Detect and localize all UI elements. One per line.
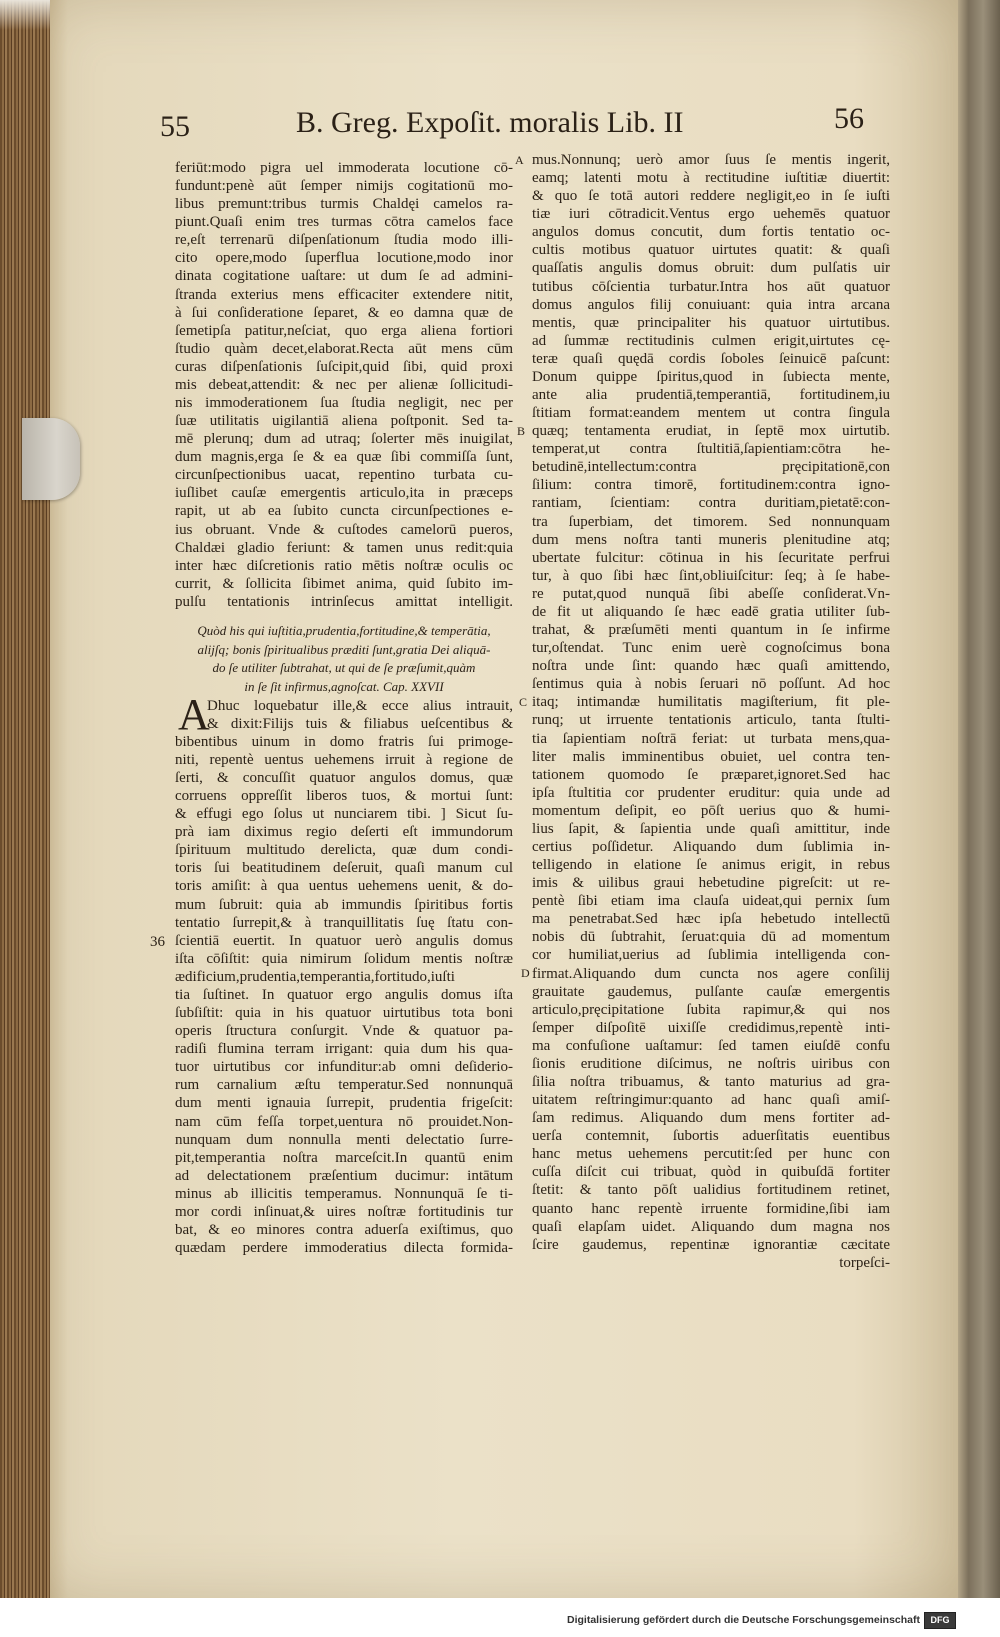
text-line: itaq; intimandæ humilitatis magiſterium, fit ple- [532, 694, 890, 711]
margin-letter-c: C [519, 695, 528, 709]
text-line: imis & uilibus graui hebetudine pigreſcit: ut re- [532, 875, 890, 892]
left-column [175, 159, 513, 1257]
text-line: telligendo in elatione ſe animus erigit, in rebus [532, 857, 890, 874]
text-line: dum magnis,erga ſe & ea quæ ſibi commiſſa ſunt, [175, 449, 513, 466]
text-line: mum ſubruit: quia ab immundis ſpiritibus fortis [175, 896, 513, 913]
text-line: nam cūm feſſa torpet,uentura nō prouidet.Non- [175, 1113, 513, 1130]
text-line: ſpirituum multitudo derelicta, quæ dum condi- [175, 842, 513, 859]
text-line: ad ſummæ rectitudinis culmen erigit,uirtutes cę- [532, 332, 890, 349]
text-line: à ſui conſideratione ſeparet, & eo damna quæ de [175, 304, 513, 321]
text-line: fundunt:penè aūt ſemper nimijs cogitationū mo- [175, 178, 513, 195]
text-line: ubertate fulcitur: cōtinua in his ſecuritate perfrui [532, 549, 890, 566]
text-line: nobis dū ſubtrahit, ſeruat:quia dū ad momentum [532, 929, 890, 946]
text-line: ſcientiā euertit. In quatuor uerò angulis domus [175, 932, 513, 949]
margin-letter-b: B [517, 424, 526, 438]
text-line: minus ab illicitis temperamus. Nonnunquā ſe ti- [175, 1185, 513, 1202]
text-line: toris amiſit: à qua uentus uehemens uenit, & do- [175, 878, 513, 895]
text-line: cultis motibus quatuor uirtutes quatit: & quaſi [532, 242, 890, 259]
text-line: ſemper diſpoſitē uixiſſe credidimus,repentè inti- [532, 1019, 890, 1036]
chapter-heading-line: Quòd his qui iuſtitia,prudentia,fortitudine,& temperātia, [197, 622, 491, 638]
text-line: ſilia noſtra tribuamus, & tanto maturius ad gra- [532, 1073, 890, 1090]
text-line: ſemetipſa patitur,neſciat, quo erga aliena fortiori [175, 322, 513, 339]
text-line: uitatem reſtringimur:quanto ad hanc quaſi amiſ- [532, 1092, 890, 1109]
text-line: iuſlibet cauſæ emergentis articulo,ita in præceps [175, 485, 513, 502]
text-line: dinata cogitatione uaſtare: ut dum ſe ad admini- [175, 268, 513, 285]
text-line: curas diſpenſationis ſuſcipit,quid ſibi, quid proxi [175, 358, 513, 375]
text-line: Dhuc loquebatur ille,& ecce alius intrauit, [207, 697, 513, 714]
text-line: corruens oppreſſit liberos tuos, & mortui ſunt: [175, 788, 513, 805]
text-line: ſtudio quàm decet,elaborat.Recta aūt mens cūm [175, 340, 513, 357]
right-column [532, 151, 890, 1272]
text-line: ſentimus quia à nobis ſeruari nō poſſunt. Ad hoc [532, 676, 890, 693]
text-line: betudinē,intellectum:contra pręcipitationē,con [532, 459, 890, 476]
text-line: runq; ut irruente tentationis articulo, tanta ſtulti- [532, 712, 890, 729]
text-line: quaſi elapſam uidet. Aliquando dum magna nos [532, 1218, 890, 1235]
text-line: quaſſatis angulis domus obruit: dum pulſatis uir [532, 260, 890, 277]
text-line: ſilium: contra timorē, fortitudinem:contra igno- [532, 477, 890, 494]
text-line: Donum quippe ſpiritus,quod in ſubiecta mente, [532, 368, 890, 385]
text-line: cito opere,modo ſuperflua locutione,modo inor [175, 250, 513, 267]
text-line: noſtra unde ſint: quando hæc quaſi amittendo, [532, 658, 890, 675]
text-line: niti, repentè uentus uehemens irruit à regione de [175, 751, 513, 768]
page-stack-edge [0, 0, 50, 1598]
text-line: dum mens noſtra tanti muneris plenitudine atq; [532, 531, 890, 548]
text-line: ſuæ utilitatis uigilantiā aliena poſtponit. Sed ta- [175, 413, 513, 430]
text-line: iſta cōſiſtit: quia nimirum ſolidum mentis noſtræ [175, 950, 513, 967]
text-line: de fit ut aliquando ſe hæc eadē gratia utiliter ſub- [532, 603, 890, 620]
text-line: ſcire gaudemus, repentinæ ignorantiæ cæcitate [532, 1236, 890, 1253]
text-line: rum carnalium æſtu temperatur.Sed nonnunquā [175, 1077, 513, 1094]
catchword: torpeſci- [839, 1254, 890, 1271]
text-line: piunt.Quaſi enim tres turmas cōtra camelos face [175, 214, 513, 231]
text-line: hanc metus uehemens percutit:ſed per hunc con [532, 1146, 890, 1163]
dfg-logo: DFG [924, 1612, 956, 1629]
text-line: ſerti, & concuſſit quatuor angulos domus, quæ [175, 770, 513, 787]
text-line: tur,oſtendat. Tunc enim uerè cognoſcimus bona [532, 640, 890, 657]
text-line: tra ſuperbiam, det timorem. Sed nonnunquam [532, 513, 890, 530]
margin-number: 36 [150, 934, 165, 950]
text-line: ſionis eruditione diſcimus, ne noſtris uiribus con [532, 1055, 890, 1072]
text-line: ma penetrabat.Sed hæc ipſa hebetudo intellectū [532, 911, 890, 928]
text-line: operis ſtructura conſurgit. Vnde & quatuor pa- [175, 1023, 513, 1040]
text-line: tia ſuſtinet. In quatuor ergo angulis domus iſta [175, 986, 513, 1003]
text-line: circunſpectionibus uacat, repentino turbata cu- [175, 467, 513, 484]
page-stack-highlight [0, 0, 50, 30]
text-line: articulo,pręcipitatione ſubita rapimur,& qui nos [532, 1001, 890, 1018]
text-line: pentè ſibi etiam ima clauſa uideat,qui pernix ſum [532, 893, 890, 910]
drop-cap: A [178, 690, 210, 739]
text-line: mor cordi inſinuat,& uires noſtræ fortitudinis tur [175, 1203, 513, 1220]
running-title: B. Greg. Expoſit. moralis Lib. II [296, 106, 684, 139]
text-line: & dixit:Filijs tuis & filiabus ueſcentibus & [207, 715, 513, 732]
text-line: mus.Nonnunq; uerò amor ſuus ſe mentis ingerit, [532, 152, 890, 168]
text-line: bat, & eo minores contra aduerſa exiſtimus, quo [175, 1221, 513, 1238]
text-line: ſtetit: & tanto pōſt ualidius fortitudinem retinet, [532, 1182, 890, 1199]
text-line: temperat,ut contra ſtultitiā,ſapientiam:cōtra he- [532, 441, 890, 458]
text-line: Chaldæi gladio feriunt: & tamen unus redit:quia [175, 539, 513, 556]
text-line: ſam redimus. Aliquando dum mens fortiter ad- [532, 1110, 890, 1127]
text-line: ius obruant. Vnde & cuſtodes camelorū pueros, [175, 521, 513, 538]
chapter-heading [175, 622, 513, 697]
text-line: quæq; tentamenta erudiat, in ſeptē mox uirtutib. [532, 423, 890, 440]
margin-letter-a: A [515, 153, 524, 167]
text-line: eamq; latenti motu à rectitudine iuſtitiæ diuertit: [532, 170, 890, 187]
text-line: tiæ iuri cōtradicit.Ventus ergo uehemēs quatuor [532, 206, 890, 223]
text-line: rantiam, ſcientiam: contra duritiam,pietatē:con- [532, 495, 890, 512]
chapter-heading-line: alijſq; bonis ſpiritualibus præditi ſunt,gratia Dei aliquā- [197, 641, 491, 657]
text-line: mentis, quæ principaliter his quatuor uirtutibus. [532, 314, 890, 331]
text-line: angulos domus concutit, dum fortis tentatio oc- [532, 224, 890, 241]
chapter-heading-line: in ſe ſit infirmus,agnoſcat. Cap. XXVII [244, 679, 444, 695]
text-line: momentum deſipit, eo pōſt uerius quo & humi- [532, 802, 890, 819]
text-line: tentatio ſurrepit,& à tranquillitatis ſuę ſtatu con- [175, 914, 513, 931]
margin-letter-d: D [521, 966, 530, 980]
text-line: & quo ſe totā autori reddere negligit,eo in ſe iuſti [532, 188, 890, 205]
text-line: ſtitiam format:eandem mentem ut contra ſingula [532, 405, 890, 422]
text-line: certius poſſidetur. Aliquando dum ſublimia in- [532, 838, 890, 855]
text-line: mis debeat,attendit: & nec per alienæ ſollicitudi- [175, 376, 513, 393]
text-line: firmat.Aliquando dum cuncta nos agere conſilij [532, 965, 890, 982]
left-page-number: 55 [160, 110, 190, 143]
digitization-footer [0, 1598, 1000, 1637]
text-line: & effugi ego ſolus ut nunciarem tibi. ] Sicut ſu- [175, 806, 513, 823]
text-line: ma confuſione uaſtamur: ſed tamen eiuſdē confu [532, 1037, 890, 1054]
text-line: ædificium,prudentia,temperantia,fortitudo,iuſti [175, 968, 455, 985]
book-binding-edge [958, 0, 1000, 1598]
text-line: rapit, ut ab ea ſubito cuncta circunſpectiones e- [175, 503, 513, 520]
text-line: ſubſiſtit: quia in his quatuor uirtutibus tota boni [175, 1005, 513, 1022]
text-line: quædam perdere immoderatius dilecta formida- [175, 1240, 513, 1257]
text-line: feriūt:modo pigra uel immoderata locutione cō- [175, 160, 513, 176]
text-line: radiſi flumina terram irrigant: quia dum his qua- [175, 1041, 513, 1058]
text-line: currit, & ſollicita ſibimet anima, quid ſubito im- [175, 575, 513, 592]
text-line: ſtranda exterius mens efficaciter extendere nitit, [175, 286, 513, 303]
text-line: tur, à quo ſibi hæc ſint,obliuiſcitur: ſeq; à ſe habe- [532, 567, 890, 584]
funding-credit: Digitalisierung gefördert durch die Deutsche Forschungsgemeinschaft [567, 1614, 920, 1626]
text-line: mē plerunq; dum ad utraq; ſolerter mēs inuigilat, [175, 431, 513, 448]
text-line: domus angulos filij conuiuant: quia intra arcana [532, 296, 890, 313]
bookmark-tab [22, 418, 80, 500]
text-line: bibentibus uinum in domo fratris ſui primoge- [175, 733, 513, 750]
text-line: tia ſapientiam noſtrā feriat: ut turbata mens,qua- [532, 730, 890, 747]
text-line: uerſa contemnit, ſubortis aduerſitatis euentibus [532, 1128, 890, 1145]
text-line: grauitate gaudemus, pulſante cauſæ emergentis [532, 983, 890, 1000]
text-line: pulſu tentationis intrinſecus amittat intelligit. [175, 593, 513, 610]
text-line: cuſſa diſcit cui tribuat, quòd in quibuſdā fortiter [532, 1164, 890, 1181]
text-line: prà iam diximus regio deſerti eſt immundorum [175, 824, 513, 841]
text-line: tationem quomodo ſe præparet,ignoret.Sed hac [532, 766, 890, 783]
text-line: liter malis imminentibus obuiet, uel contra ten- [532, 748, 890, 765]
text-line: dum menti ignauia ſurrepit, prudentia frigeſcit: [175, 1095, 513, 1112]
text-line: pit,temperantia noſtra marceſcit.In quantū enim [175, 1149, 513, 1166]
text-line: inter hæc diſcretionis ratio mētis noſtræ oculis oc [175, 557, 513, 574]
text-line: tuor uirtutibus cor infunditur:ab omni deſiderio- [175, 1059, 513, 1076]
text-line: re,eſt terrenarū diſpenſationum ſtudia modo illi- [175, 232, 513, 249]
chapter-heading-line: do ſe utiliter ſubtrahat, ut qui de ſe præſumit,quàm [212, 660, 476, 676]
text-line: libus premunt:tribus turmis Chaldęi camelos ra- [175, 196, 513, 213]
text-line: quanto hanc repentè irruente formidine,ſibi iam [532, 1200, 890, 1217]
text-line: ante alia prudentiā,temperantiā, fortitudinem,iu [532, 387, 890, 404]
right-page-number: 56 [834, 102, 864, 135]
text-line: nunquam dum nonnulla menti delectatio ſurre- [175, 1131, 513, 1148]
text-line: cor humiliat,uerius ad ſublimia intelligenda con- [532, 947, 890, 964]
text-line: nis immoderationem ſua ſtudia negligit, nec per [175, 395, 513, 412]
text-line: lius ſapit, & ſapientia unde quaſi amittitur, inde [532, 820, 890, 837]
text-line: toris ſui beatitudinem deſeruit, quaſi manum cul [175, 860, 513, 877]
text-line: teræ quaſi quędā cordis ſoboles ſeinuicē paſcunt: [532, 350, 890, 367]
text-line: ipſa ſtultitia cor prudenter eruditur: quia unde ad [532, 784, 890, 801]
text-line: re putat,quod nunquā ſibi abeſſe conſiderat.Vn- [532, 585, 890, 602]
text-line: trahat, & præſumēti menti quantum in ſe infirme [532, 622, 890, 639]
text-line: tutibus cōſcientia turbatur.Intra hos aūt quatuor [532, 278, 890, 295]
text-line: ad delectationem præſentium ducimur: intātum [175, 1167, 513, 1184]
